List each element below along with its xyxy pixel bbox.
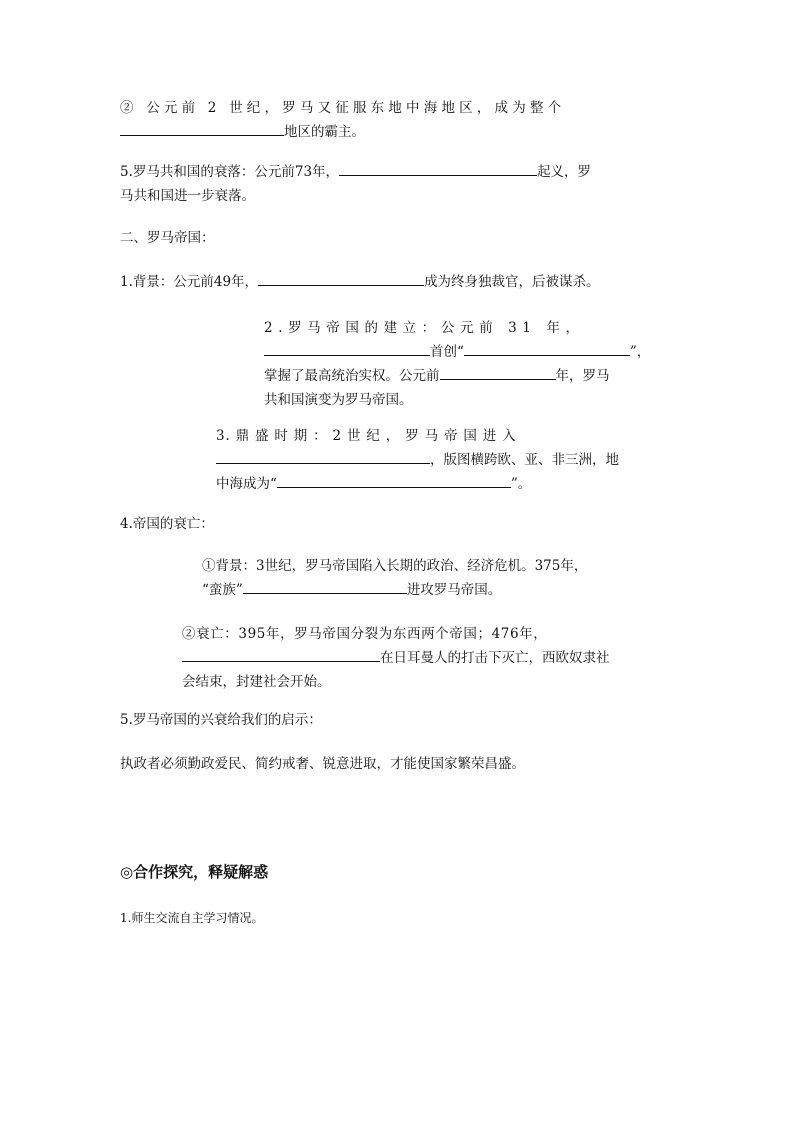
empire-founding-mid2: ”，	[629, 344, 651, 360]
item-republic-decline	[120, 160, 672, 208]
fill-in-blank-period[interactable]	[216, 449, 430, 464]
fill-in-blank-dictator[interactable]	[258, 271, 424, 286]
decline-fall-line3: 会结束，封建社会开始。	[182, 674, 331, 690]
item-empire-peak	[216, 424, 672, 496]
fill-in-blank-region[interactable]	[120, 121, 284, 136]
item-empire-founding	[264, 316, 672, 412]
empire-background-suffix: 成为终身独裁官，后被谋杀。	[424, 274, 600, 290]
item-decline-background	[202, 554, 674, 602]
fill-in-blank-western-empire[interactable]	[182, 647, 380, 662]
empire-founding-mid1: 首创“	[430, 344, 464, 360]
item-conquest-suffix: 地区的霸主。	[284, 124, 365, 140]
item-lessons-title: 5.罗马帝国的兴衰给我们的启示：	[120, 712, 322, 728]
empire-peak-line1: 3. 鼎 盛 时 期 ： 2 世 纪 ， 罗 马 帝 国 进 入	[216, 428, 517, 444]
item-empire-decline-title: 4.帝国的衰亡：	[120, 516, 214, 532]
empire-founding-line1: 2.罗马帝国的建立：公元前 31 年，	[264, 320, 585, 336]
decline-fall-line1: ②衰亡：395年，罗马帝国分裂为东西两个帝国；476年，	[182, 626, 548, 642]
fill-in-blank-year[interactable]	[440, 365, 556, 380]
section-roman-empire-title: 二、罗马帝国：	[120, 230, 215, 246]
item-conquest-line1: ② 公元前 2 世纪，罗马又征服东地中海地区，成为整个	[120, 100, 566, 116]
empire-founding-line3b: 年，罗马	[555, 368, 610, 384]
cooperation-item-1: 1.师生交流自主学习情况。	[120, 911, 264, 925]
item-decline-fall	[182, 622, 674, 694]
republic-decline-suffix-2: 马共和国进一步衰落。	[120, 188, 255, 204]
decline-fall-line2-suffix: 在日耳曼人的打击下灭亡，西欧奴隶社	[380, 650, 610, 666]
decline-background-line2-prefix: “蛮族”	[202, 582, 243, 598]
republic-decline-prefix: 5.罗马共和国的衰落：公元前73年，	[120, 164, 340, 180]
empire-peak-line3-prefix: 中海成为“	[216, 476, 277, 492]
fill-in-blank-uprising[interactable]	[339, 161, 537, 176]
decline-background-line2-suffix: 进攻罗马帝国。	[406, 582, 502, 598]
item-empire-background	[120, 270, 680, 294]
fill-in-blank-title[interactable]	[464, 341, 630, 356]
fill-in-blank-lake[interactable]	[277, 473, 511, 488]
decline-background-line1: ①背景：3世纪，罗马帝国陷入长期的政治、经济危机。375年，	[202, 558, 588, 574]
fill-in-blank-founder[interactable]	[264, 341, 430, 356]
cooperation-heading: ◎合作探究，释疑解惑	[120, 863, 269, 881]
empire-peak-line2-suffix: ，版图横跨欧、亚、非三洲，地	[430, 452, 619, 468]
republic-decline-suffix-1: 起义，罗	[537, 164, 592, 180]
empire-background-prefix: 1.背景：公元前49年，	[120, 274, 259, 290]
item-lessons-body: 执政者必须勤政爱民、简约戒奢、锐意进取，才能使国家繁荣昌盛。	[120, 756, 525, 772]
empire-peak-line3-suffix: ”。	[510, 476, 532, 492]
empire-founding-line4: 共和国演变为罗马帝国。	[264, 392, 413, 408]
item-conquest-east-mediterranean	[120, 96, 672, 144]
fill-in-blank-barbarians[interactable]	[243, 579, 407, 594]
empire-founding-line3a: 掌握了最高统治实权。公元前	[264, 368, 440, 384]
